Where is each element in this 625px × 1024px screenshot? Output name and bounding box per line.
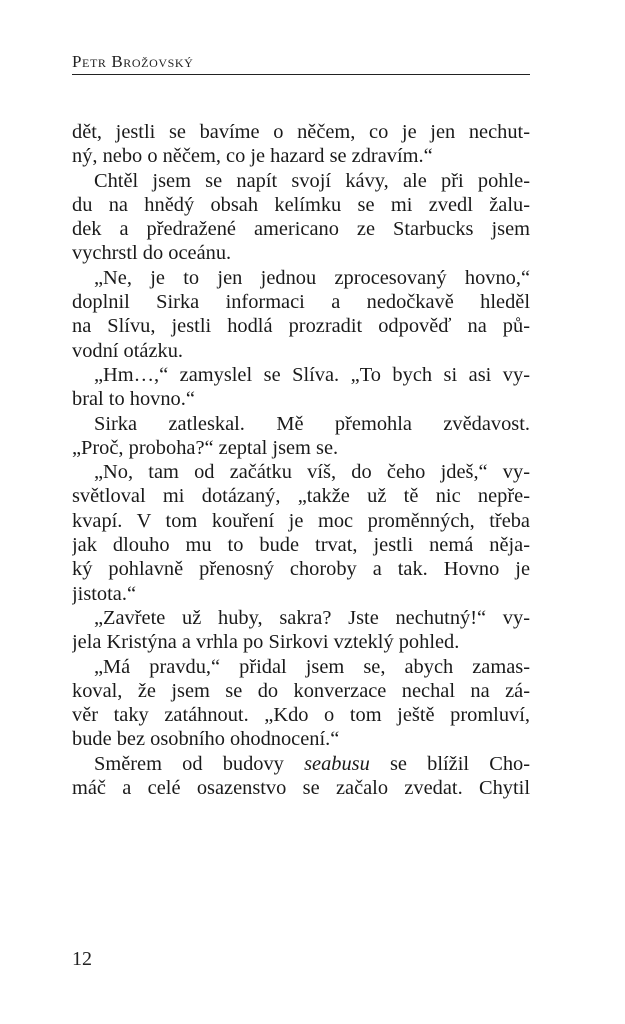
text-line: jak dlouho mu to bude trvat, jestli nemá něja- [72, 534, 530, 557]
text-line: vychrstl do oceánu. [72, 242, 232, 265]
body-text [72, 120, 530, 800]
text-line: jela Kristýna a vrhla po Sirkovi vzteklý pohled. [72, 631, 460, 654]
text-fragment: Směrem od budovy [94, 752, 305, 775]
text-line: vodní otázku. [72, 339, 183, 362]
text-line: kvapí. V tom kouření je moc proměnných, třeba [72, 509, 530, 532]
text-line: světloval mi dotázaný, „takže už tě nic nepře- [72, 485, 530, 508]
text-line: dět, jestli se bavíme o něčem, co je jen nechut- [72, 121, 530, 143]
text-line: dek a předražené americano ze Starbucks jsem [72, 218, 530, 241]
paragraph [72, 655, 530, 752]
text-line: Chtěl jsem se napít svojí kávy, ale při pohle- [94, 169, 530, 192]
text-line: „Zavřete už huby, sakra? Jste nechutný!“ vy- [94, 606, 530, 629]
author-name: Petr Brožovský [72, 52, 194, 71]
paragraph [72, 460, 530, 606]
text-line: koval, že jsem se do konverzace nechal na zá- [72, 679, 530, 702]
text-line: „No, tam od začátku víš, do čeho jdeš,“ vy- [94, 461, 530, 484]
text-line: „Proč, proboha?“ zeptal jsem se. [72, 436, 339, 459]
text-line: ký pohlavně přenosný choroby a tak. Hovno je [72, 558, 530, 581]
text-line: ný, nebo o něčem, co je hazard se zdravím.“ [72, 145, 433, 168]
paragraph [72, 752, 530, 801]
text-line: „Ne, je to jen jednou zprocesovaný hovno,“ [94, 266, 530, 289]
paragraph [72, 169, 530, 266]
text-line: „Hm…,“ zamyslel se Slíva. „To bych si asi vy- [94, 363, 530, 386]
text-line: bral to hovno.“ [72, 388, 195, 411]
text-line: na Slívu, jestli hodlá prozradit odpověď na pů- [72, 315, 530, 338]
text-line: doplnil Sirka informaci a nedočkavě hleděl [72, 291, 530, 314]
italic-term: seabusu [304, 752, 370, 775]
text-line: du na hnědý obsah kelímku se mi zvedl žalu- [72, 193, 530, 216]
page-number: 12 [72, 948, 92, 970]
paragraph [72, 412, 530, 461]
running-header [72, 50, 530, 75]
paragraph [72, 120, 530, 169]
text-line: bude bez osobního ohodnocení.“ [72, 728, 340, 751]
text-line: „Má pravdu,“ přidal jsem se, abych zamas- [94, 655, 530, 678]
paragraph [72, 266, 530, 363]
text-line: Sirka zatleskal. Mě přemohla zvědavost. [94, 412, 530, 435]
paragraph [72, 363, 530, 412]
text-fragment: se blížil Cho- [369, 752, 530, 775]
text-line: máč a celé osazenstvo se začalo zvedat. Chytil [72, 777, 530, 800]
paragraph [72, 606, 530, 655]
text-line: jistota.“ [72, 582, 136, 605]
text-line: věr taky zatáhnout. „Kdo o tom ještě promluví, [72, 704, 530, 727]
text-line [72, 752, 530, 776]
